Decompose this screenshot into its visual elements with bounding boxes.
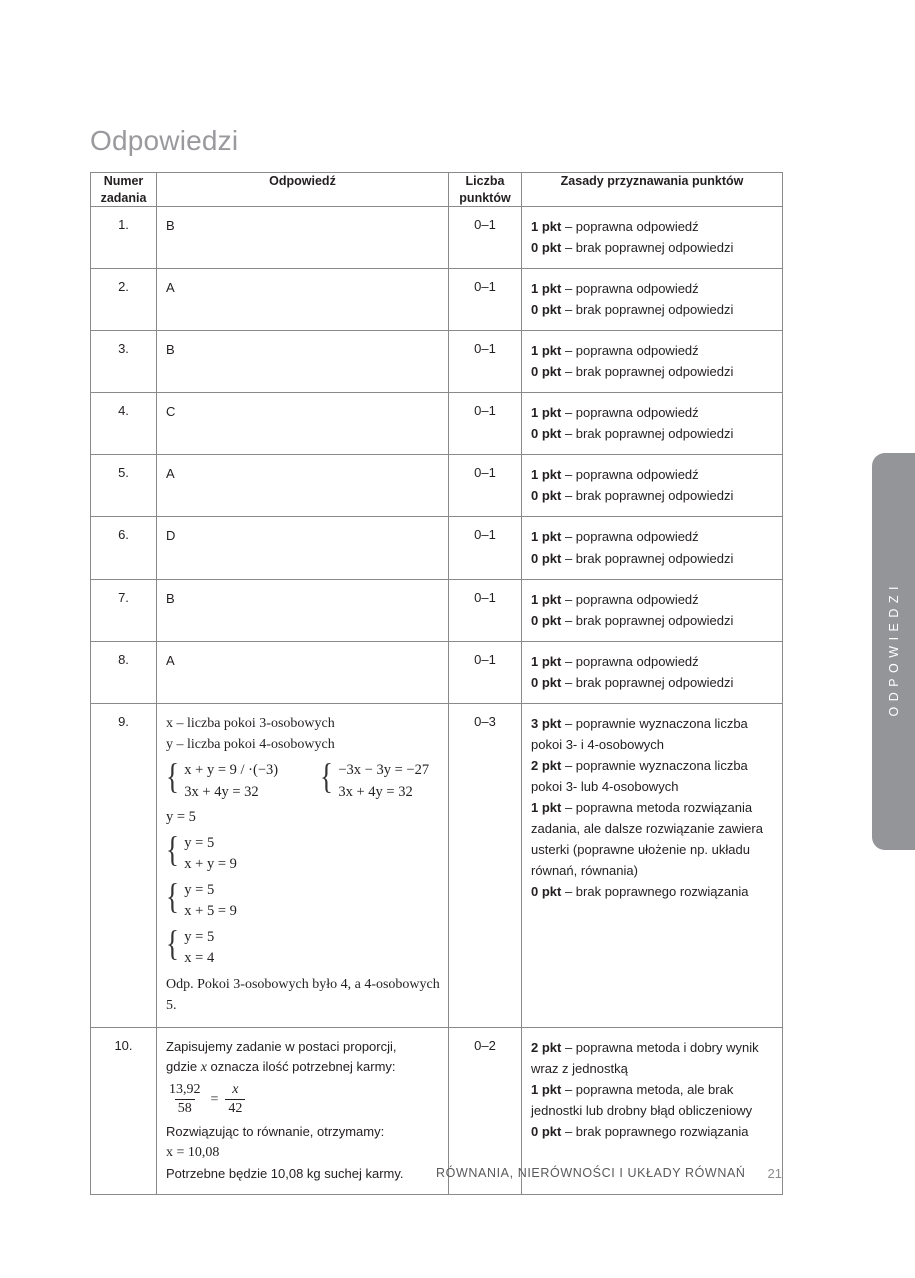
equation-line: −3x − 3y = −27 <box>338 762 430 779</box>
rule-points-label: 0 pkt <box>531 240 562 256</box>
header-task-number-line1: Numer <box>103 174 144 188</box>
cell-points: 0–1 <box>449 269 522 331</box>
rule-text: – brak poprawnej odpowiedzi <box>561 240 734 256</box>
rule-points-label: 1 pkt <box>531 281 562 297</box>
header-answer: Odpowiedź <box>157 173 449 207</box>
rule-text: – poprawna odpowiedź <box>561 405 699 421</box>
header-points <box>449 173 522 207</box>
header-rules: Zasady przyznawania punktów <box>522 173 783 207</box>
rule-points-label: 2 pkt <box>531 1039 562 1055</box>
header-task-number <box>91 173 157 207</box>
fraction-denominator: 42 <box>225 1099 245 1118</box>
equation-system-5 <box>166 922 215 970</box>
equation-line: x + y = 9 <box>184 856 237 873</box>
equation-line: x = 4 <box>184 950 215 967</box>
rule-points-label: 3 pkt <box>531 715 562 731</box>
rule-line <box>531 1079 774 1121</box>
rule-line <box>531 361 774 382</box>
rule-line <box>531 672 774 693</box>
equals-sign: = <box>210 1091 219 1107</box>
equation-system-4 <box>166 875 237 923</box>
rule-points-label: 0 pkt <box>531 302 562 318</box>
rule-text: – brak poprawnej odpowiedzi <box>561 488 734 504</box>
cell-points: 0–1 <box>449 579 522 641</box>
page-title: Odpowiedzi <box>90 125 239 156</box>
brace-icon: { <box>166 756 179 797</box>
equation-systems-pair <box>166 756 440 803</box>
rule-line <box>531 881 774 902</box>
cell-task-number: 1. <box>91 207 157 269</box>
cell-points: 0–1 <box>449 455 522 517</box>
rule-line <box>531 651 774 672</box>
fraction-right <box>225 1082 245 1118</box>
cell-rules <box>522 455 783 517</box>
fraction-numerator: 13,92 <box>169 1081 201 1097</box>
rule-points-label: 1 pkt <box>531 343 562 359</box>
rule-points-label: 0 pkt <box>531 1124 562 1140</box>
rule-text: – poprawna odpowiedź <box>561 219 699 234</box>
rule-text: – brak poprawnej odpowiedzi <box>561 364 734 380</box>
rule-line <box>531 797 774 881</box>
side-tab-label: ODPOWIEDZI <box>886 580 901 717</box>
rule-line <box>531 340 774 361</box>
cell-task-number: 4. <box>91 393 157 455</box>
cell-points: 0–3 <box>449 703 522 1027</box>
equation-y-value: y = 5 <box>166 809 196 826</box>
fraction-left <box>166 1082 204 1118</box>
rule-points-label: 0 pkt <box>531 612 562 628</box>
solution-line-3: Rozwiązując to równanie, otrzymamy: <box>166 1123 385 1139</box>
cell-points: 0–1 <box>449 517 522 579</box>
header-points-line1: Liczba <box>465 174 505 188</box>
rule-line <box>531 216 774 237</box>
brace-icon: { <box>166 875 179 916</box>
rule-text: – brak poprawnej odpowiedzi <box>561 550 734 566</box>
side-tab-odpowiedzi <box>872 453 915 850</box>
cell-task-number: 5. <box>91 455 157 517</box>
cell-rules <box>522 579 783 641</box>
rule-line <box>531 755 774 797</box>
answer-conclusion: Odp. Pokoi 3-osobowych było 4, a 4-osobowych 5. <box>166 976 440 1014</box>
proportion-equation <box>166 1082 440 1118</box>
rule-text: – brak poprawnej odpowiedzi <box>561 674 734 690</box>
table-row <box>91 579 783 641</box>
cell-task-number: 3. <box>91 331 157 393</box>
cell-answer: C <box>157 393 449 455</box>
solution-line-1: Zapisujemy zadanie w postaci proporcji, <box>166 1038 397 1054</box>
rule-points-label: 1 pkt <box>531 653 562 669</box>
answers-table <box>90 172 783 1195</box>
equation-system-row <box>166 828 440 876</box>
equation-line: y = 5 <box>184 928 215 945</box>
rule-line <box>531 423 774 444</box>
rule-points-label: 1 pkt <box>531 799 562 815</box>
cell-rules <box>522 207 783 269</box>
rule-points-label: 0 pkt <box>531 674 562 690</box>
table-row-9 <box>91 703 783 1027</box>
cell-answer: D <box>157 517 449 579</box>
variable-x: x <box>200 1060 207 1076</box>
rule-text: – brak poprawnej odpowiedzi <box>561 302 734 318</box>
header-points-line2: punktów <box>459 190 511 205</box>
cell-task-number: 8. <box>91 641 157 703</box>
footer-chapter-title: RÓWNANIA, NIERÓWNOŚCI I UKŁADY RÓWNAŃ <box>436 1166 746 1180</box>
cell-points: 0–1 <box>449 393 522 455</box>
fraction-numerator: x <box>232 1081 239 1097</box>
footer-page-number: 21 <box>767 1165 782 1181</box>
header-task-number-line2: zadania <box>100 190 147 205</box>
rule-text: – poprawnie wyznaczona liczba pokoi 3- lub 4-osobowych <box>531 757 748 794</box>
rule-points-label: 0 pkt <box>531 488 562 504</box>
brace-icon: { <box>320 756 334 797</box>
equation-system-2 <box>320 756 430 803</box>
brace-icon: { <box>166 922 179 963</box>
brace-icon: { <box>166 828 179 869</box>
cell-answer: B <box>157 331 449 393</box>
cell-points: 0–1 <box>449 641 522 703</box>
equation-system-row <box>166 922 440 970</box>
rule-text: – poprawna odpowiedź <box>561 343 699 359</box>
equation-line: y = 5 <box>184 834 215 851</box>
page-footer <box>90 1163 915 1183</box>
cell-rules <box>522 269 783 331</box>
rule-points-label: 0 pkt <box>531 426 562 442</box>
table-row <box>91 641 783 703</box>
variable-definition-y: y – liczba pokoi 4-osobowych <box>166 737 335 753</box>
equation-line: y = 5 <box>184 881 215 898</box>
equation-system-3 <box>166 828 237 876</box>
rule-text: – brak poprawnej odpowiedzi <box>561 426 734 442</box>
rule-text: – poprawna odpowiedź <box>561 281 699 297</box>
rule-text: – brak poprawnego rozwiązania <box>561 884 749 900</box>
rule-text: – poprawna odpowiedź <box>561 529 699 545</box>
equation-system-1 <box>166 756 279 803</box>
rule-text: – poprawna odpowiedź <box>561 591 699 607</box>
rule-text: – poprawna metoda, ale brak jednostki lub drobny błąd obliczeniowy <box>531 1081 753 1119</box>
solution-line-2b: oznacza ilość potrzebnej karmy: <box>206 1059 396 1075</box>
rule-line <box>531 526 774 547</box>
rule-line <box>531 485 774 506</box>
rule-points-label: 0 pkt <box>531 884 562 900</box>
cell-points: 0–2 <box>449 1027 522 1194</box>
rule-text: – poprawna odpowiedź <box>561 467 699 483</box>
rule-text: – poprawna metoda i dobry wynik wraz z jednostką <box>531 1039 759 1076</box>
rule-points-label: 1 pkt <box>531 219 562 234</box>
cell-answer: B <box>157 579 449 641</box>
cell-answer: B <box>157 207 449 269</box>
rule-points-label: 0 pkt <box>531 550 562 566</box>
fraction-denominator: 58 <box>175 1099 195 1118</box>
rule-points-label: 1 pkt <box>531 405 562 421</box>
rule-line <box>531 237 774 258</box>
rule-points-label: 1 pkt <box>531 1081 562 1097</box>
rule-points-label: 1 pkt <box>531 591 562 607</box>
table-row <box>91 455 783 517</box>
equation-line: x + 5 = 9 <box>184 903 237 920</box>
cell-task-number: 2. <box>91 269 157 331</box>
solution-line-2a: gdzie <box>166 1059 201 1075</box>
cell-task-number: 7. <box>91 579 157 641</box>
rule-points-label: 1 pkt <box>531 529 562 545</box>
cell-rules <box>522 703 783 1027</box>
cell-rules <box>522 641 783 703</box>
variable-definition-x: x – liczba pokoi 3-osobowych <box>166 715 335 731</box>
solution-line-4: x = 10,08 <box>166 1144 220 1160</box>
rule-line <box>531 713 774 755</box>
rule-line <box>531 278 774 299</box>
rule-line <box>531 1037 774 1079</box>
rule-line <box>531 299 774 320</box>
rule-line <box>531 610 774 631</box>
rule-line <box>531 402 774 423</box>
cell-rules <box>522 331 783 393</box>
cell-points: 0–1 <box>449 207 522 269</box>
table-row <box>91 393 783 455</box>
table-row <box>91 207 783 269</box>
cell-answer: A <box>157 269 449 331</box>
cell-task-number: 9. <box>91 703 157 1027</box>
cell-task-number: 10. <box>91 1027 157 1194</box>
rule-points-label: 2 pkt <box>531 757 562 773</box>
table-row <box>91 517 783 579</box>
equation-line: 3x + 4y = 32 <box>338 783 413 800</box>
rule-text: – brak poprawnej odpowiedzi <box>561 612 734 628</box>
equation-line: x + y = 9 / ·(−3) <box>184 762 279 779</box>
rule-line <box>531 464 774 485</box>
rule-line <box>531 1121 774 1142</box>
rule-text: – poprawna odpowiedź <box>561 653 699 669</box>
table-header-row <box>91 173 783 207</box>
rule-text: – brak poprawnego rozwiązania <box>561 1124 749 1140</box>
solution-line-2 <box>166 1057 440 1079</box>
rule-text: – poprawnie wyznaczona liczba pokoi 3- i 4-osobowych <box>531 715 748 752</box>
cell-rules <box>522 517 783 579</box>
solution-line-5: Potrzebne będzie 10,08 kg suchej karmy. <box>166 1165 404 1181</box>
table-row <box>91 269 783 331</box>
rule-text: – poprawna metoda rozwiązania zadania, ale dalsze rozwiązanie zawiera usterki (poprawne ułożenie np. układu równań, równania) <box>531 799 763 879</box>
cell-rules <box>522 393 783 455</box>
rule-points-label: 1 pkt <box>531 467 562 483</box>
cell-answer: A <box>157 641 449 703</box>
cell-points: 0–1 <box>449 331 522 393</box>
rule-line <box>531 548 774 569</box>
rule-line <box>531 589 774 610</box>
equation-system-row <box>166 875 440 923</box>
equation-line: 3x + 4y = 32 <box>184 783 259 800</box>
cell-answer-solution <box>157 703 449 1027</box>
cell-answer: A <box>157 455 449 517</box>
cell-task-number: 6. <box>91 517 157 579</box>
table-row <box>91 331 783 393</box>
rule-points-label: 0 pkt <box>531 364 562 380</box>
